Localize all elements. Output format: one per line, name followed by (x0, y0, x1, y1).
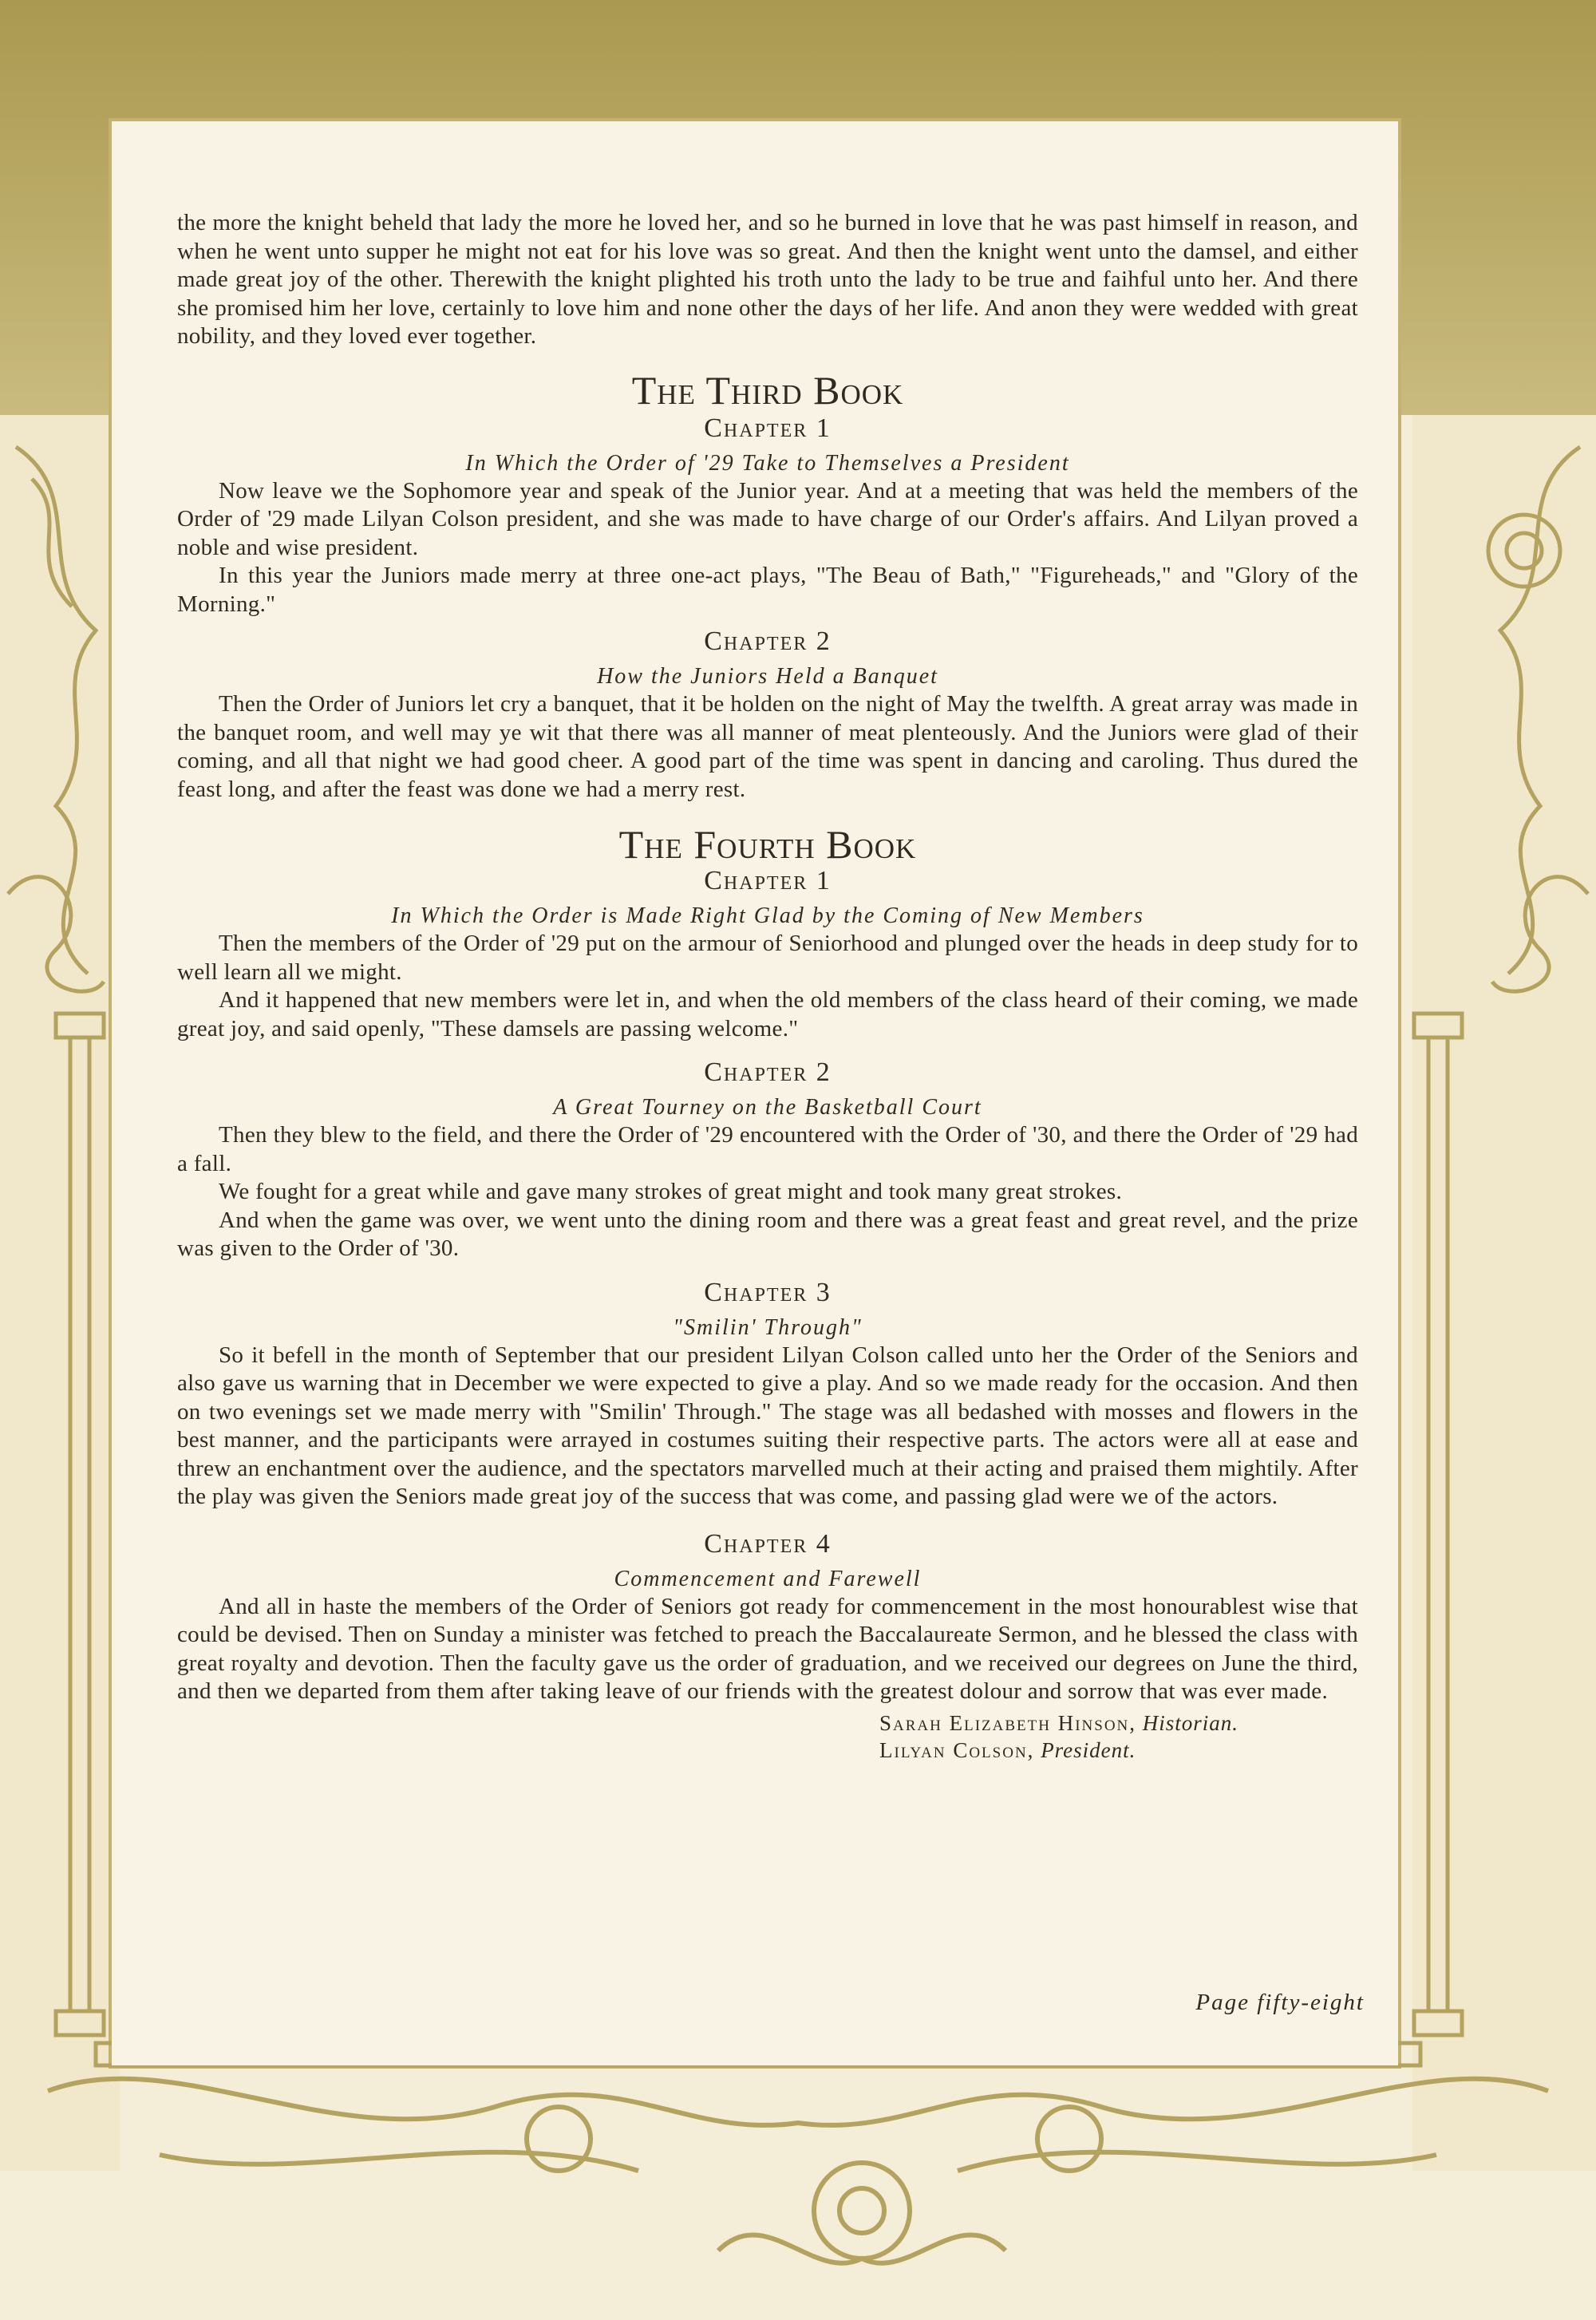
fourth-book-chapter-3-heading: Chapter 3 (704, 1277, 832, 1307)
third-book-chapter-1-paragraph-2: In this year the Juniors made merry at three one-act plays, "The Beau of Bath," "Figureheads," and "Glory of the Morning." (177, 563, 1358, 617)
signature-president (879, 1737, 1358, 1764)
fourth-book-title: The Fourth Book (618, 822, 917, 867)
right-pillar (1412, 415, 1596, 2171)
fourth-book-chapter-2-paragraph-3: And when the game was over, we went unto the dining room and there was a great feast and great revel, and the prize was given to the Order of '30. (177, 1207, 1358, 1261)
third-book-chapter-1-paragraph-1: Now leave we the Sophomore year and speak of the Junior year. And at a meeting that was held the members of the Order of '29 made Lilyan Colson president, and she was made to have charge of our Order's affairs. And Lilyan proved a noble and wise president. (177, 477, 1358, 560)
third-book-chapter-2-paragraph-1: Then the Order of Juniors let cry a banquet, that it be holden on the night of May the twelfth. A great array was made in the banquet room, and well may ye wit that there was all manner of meat plenteously. And the Juniors were glad of their coming, and all that night we had good cheer. A good part of the time was spent in dancing and caroling. Thus dured the feast long, and after the feast was done we had a merry rest. (177, 691, 1358, 802)
fourth-book-chapter-2-paragraph-1: Then they blew to the field, and there the Order of '29 encountered with the Order of '30, and there the Order of '29 had a fall. (177, 1122, 1358, 1176)
third-book-chapter-1-subtitle: In Which the Order of '29 Take to Themselves a President (465, 450, 1070, 476)
fourth-book-chapter-4-subtitle: Commencement and Farewell (614, 1566, 922, 1591)
left-pillar (0, 415, 120, 2171)
fourth-book-chapter-1-subtitle: In Which the Order is Made Right Glad by the Coming of New Members (391, 903, 1144, 928)
signature-title: Historian. (1142, 1710, 1239, 1735)
fourth-book-chapter-2-paragraph-2: We fought for a great while and gave many strokes of great might and took many great strokes. (219, 1179, 1123, 1204)
fourth-book-chapter-4-paragraph-1: And all in haste the members of the Order of Seniors got ready for commencement in the most honourablest wise that could be devised. Then on Sunday a minister was fetched to preach the Baccalaureate Sermon, and he blessed the class with great royalty and devotion. Then the faculty gave us the order of graduation, and we received our degrees on June the third, and then we departed from them after taking leave of our friends with the greatest dolour and sorrow that was ever made. (177, 1593, 1358, 1704)
third-book-title: The Third Book (631, 367, 904, 413)
third-book-chapter-2-heading: Chapter 2 (704, 626, 832, 656)
fourth-book-chapter-2-subtitle: A Great Tourney on the Basketball Court (553, 1095, 982, 1120)
third-book-chapter-1-heading: Chapter 1 (704, 413, 832, 443)
fourth-book-chapter-1-paragraph-2: And it happened that new members were let in, and when the old members of the class heard of their coming, we made great joy, and said openly, "These damsels are passing welcome." (177, 987, 1358, 1041)
fourth-book-chapter-3-subtitle: "Smilin' Through" (673, 1314, 863, 1340)
signature-name: Lilyan Colson, (879, 1737, 1035, 1762)
signature-name: Sarah Elizabeth Hinson, (879, 1710, 1137, 1735)
fourth-book-chapter-1-heading: Chapter 1 (704, 866, 832, 895)
page-number: Page fifty-eight (1195, 1990, 1365, 2015)
fourth-book-chapter-2-heading: Chapter 2 (704, 1057, 832, 1087)
page-body (177, 209, 1358, 1764)
signature-title: President. (1041, 1737, 1136, 1762)
opening-paragraph: the more the knight beheld that lady the more he loved her, and so he burned in love that he was past himself in reason, and when he went unto supper he might not eat for his love was so great. And then the knight went unto the damsel, and either made great joy of the other. Therewith the knight plighted his troth unto the lady to be true and faihful unto her. And there she promised him her love, certainly to love him and none other the days of her life. And anon they were wedded with great nobility, and they loved ever together. (177, 210, 1358, 349)
bottom-scroll (48, 2079, 1548, 2263)
fourth-book-chapter-4-heading: Chapter 4 (704, 1528, 832, 1559)
fourth-book-chapter-3-paragraph-1: So it befell in the month of September that our president Lilyan Colson called unto her the Order of the Seniors and also gave us warning that in December we were expected to give a play. And so we made ready for the occasion. And then on two evenings set we made merry with "Smilin' Through." The stage was all bedashed with mosses and flowers in the best manner, and the participants were arrayed in costumes suiting their respective parts. The actors were all at ease and threw an enchantment over the audience, and the spectators marvelled much at their acting and praised them mightily. After the play was given the Seniors made great joy of the success that was come, and passing glad were we of the actors. (177, 1342, 1358, 1509)
third-book-chapter-2-subtitle: How the Juniors Held a Banquet (597, 664, 938, 689)
signature-historian (879, 1709, 1358, 1737)
fourth-book-chapter-1-paragraph-1: Then the members of the Order of '29 put on the armour of Seniorhood and plunged over the heads in deep study for to well learn all we might. (177, 931, 1358, 985)
